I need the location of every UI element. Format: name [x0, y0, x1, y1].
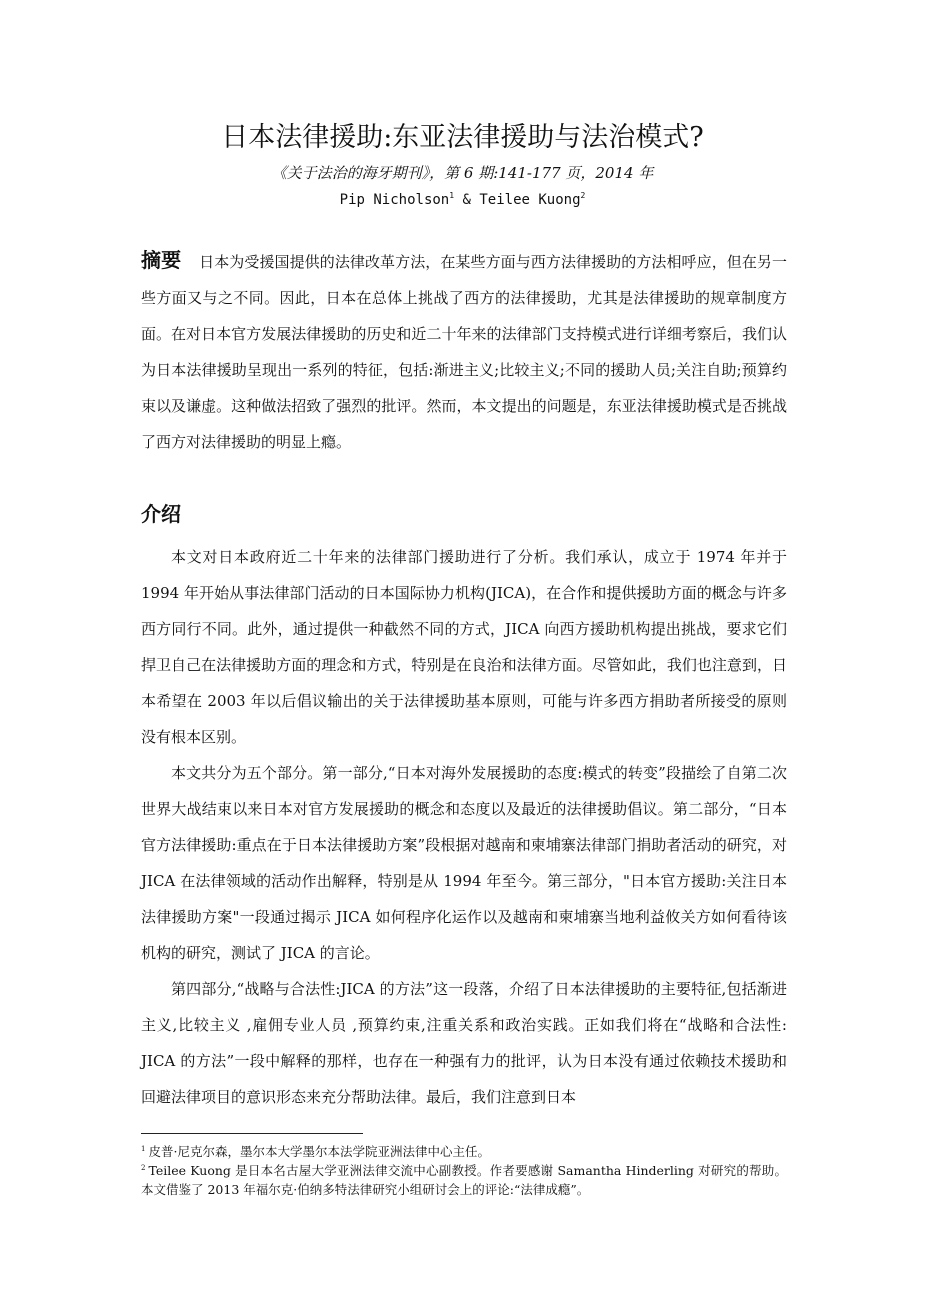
- author-line: [0, 189, 925, 211]
- abstract-text: 日本为受援国提供的法律改革方法，在某些方面与西方法律援助的方法相呼应，但在另一些方面又与之不同。因此，日本在总体上挑战了西方的法律援助，尤其是法律援助的规章制度方面。在对日本官方发展法律援助的历史和近二十年来的法律部门支持模式进行详细考察后，我们认为日本法律援助呈现出一系列的特征，包括:渐进主义;比较主义;不同的援助人员;关注自助;预算约束以及谦虚。这种做法招致了强烈的批评。然而，本文提出的问题是，东亚法律援助模式是否挑战了西方对法律援助的明显上瘾。: [141, 253, 787, 451]
- author-name: Teilee Kuong: [479, 192, 581, 208]
- footnote: [141, 1142, 787, 1161]
- abstract: [141, 242, 787, 460]
- footnote: [141, 1161, 787, 1199]
- footnote-number: 2: [141, 1164, 146, 1172]
- footnote-marker[interactable]: 2: [580, 191, 586, 200]
- paragraph: 本文共分为五个部分。第一部分,“日本对海外发展援助的态度:模式的转变”段描绘了自第二次世界大战结束以来日本对官方发展援助的概念和态度以及最近的法律援助倡议。第二部分，“日本官方法律援助:重点在于日本法律援助方案”段根据对越南和柬埔寨法律部门捐助者活动的研究，对 JICA 在法律领域的活动作出解释，特别是从 1994 年至今。第三部分，"日本官方援助:关注日本法律援助方案"一段通过揭示 JICA 如何程序化运作以及越南和柬埔寨当地利益攸关方如何看待该机构的研究，测试了 JICA 的言论。: [141, 764, 787, 962]
- footnote-text: 皮普·尼克尔森，墨尔本大学墨尔本法学院亚洲法律中心主任。: [148, 1144, 490, 1159]
- journal-citation: 《关于法治的海牙期刊》，第 6 期:141-177 页，2014 年: [271, 164, 654, 182]
- body-text: [141, 539, 787, 1115]
- section-heading: 介绍: [141, 502, 181, 526]
- footnotes: [141, 1142, 787, 1199]
- footnote-text: Teilee Kuong 是日本名古屋大学亚洲法律交流中心副教授。作者要感谢 Samantha Hinderling 对研究的帮助。本文借鉴了 2013 年福尔克·伯纳多特法律研究小组研讨会上的评论:“法律成瘾”。: [141, 1163, 787, 1197]
- footnote-marker[interactable]: 1: [449, 191, 455, 200]
- footnote-number: 1: [141, 1145, 146, 1153]
- abstract-heading: 摘要: [141, 248, 182, 272]
- author-separator: &: [454, 192, 480, 208]
- paper-title: 日本法律援助:东亚法律援助与法治模式?: [221, 122, 704, 153]
- paragraph: 第四部分,“战略与合法性:JICA 的方法”这一段落，介绍了日本法律援助的主要特征,包括渐进主义,比较主义 ,雇佣专业人员 ,预算约束,注重关系和政治实践。正如我们将在“战略和合法性: JICA 的方法”一段中解释的那样，也存在一种强有力的批评，认为日本没有通过依赖技术援助和回避法律项目的意识形态来充分帮助法律。最后，我们注意到日本: [141, 980, 787, 1106]
- author-name: Pip Nicholson: [339, 192, 450, 208]
- paragraph: 本文对日本政府近二十年来的法律部门援助进行了分析。我们承认，成立于 1974 年并于 1994 年开始从事法律部门活动的日本国际协力机构(JICA)，在合作和提供援助方面的概念与许多西方同行不同。此外，通过提供一种截然不同的方式，JICA 向西方援助机构提出挑战，要求它们捍卫自己在法律援助方面的理念和方式，特别是在良治和法律方面。尽管如此，我们也注意到，日本希望在 2003 年以后倡议输出的关于法律援助基本原则，可能与许多西方捐助者所接受的原则没有根本区别。: [141, 548, 787, 746]
- footnote-divider: [141, 1133, 363, 1134]
